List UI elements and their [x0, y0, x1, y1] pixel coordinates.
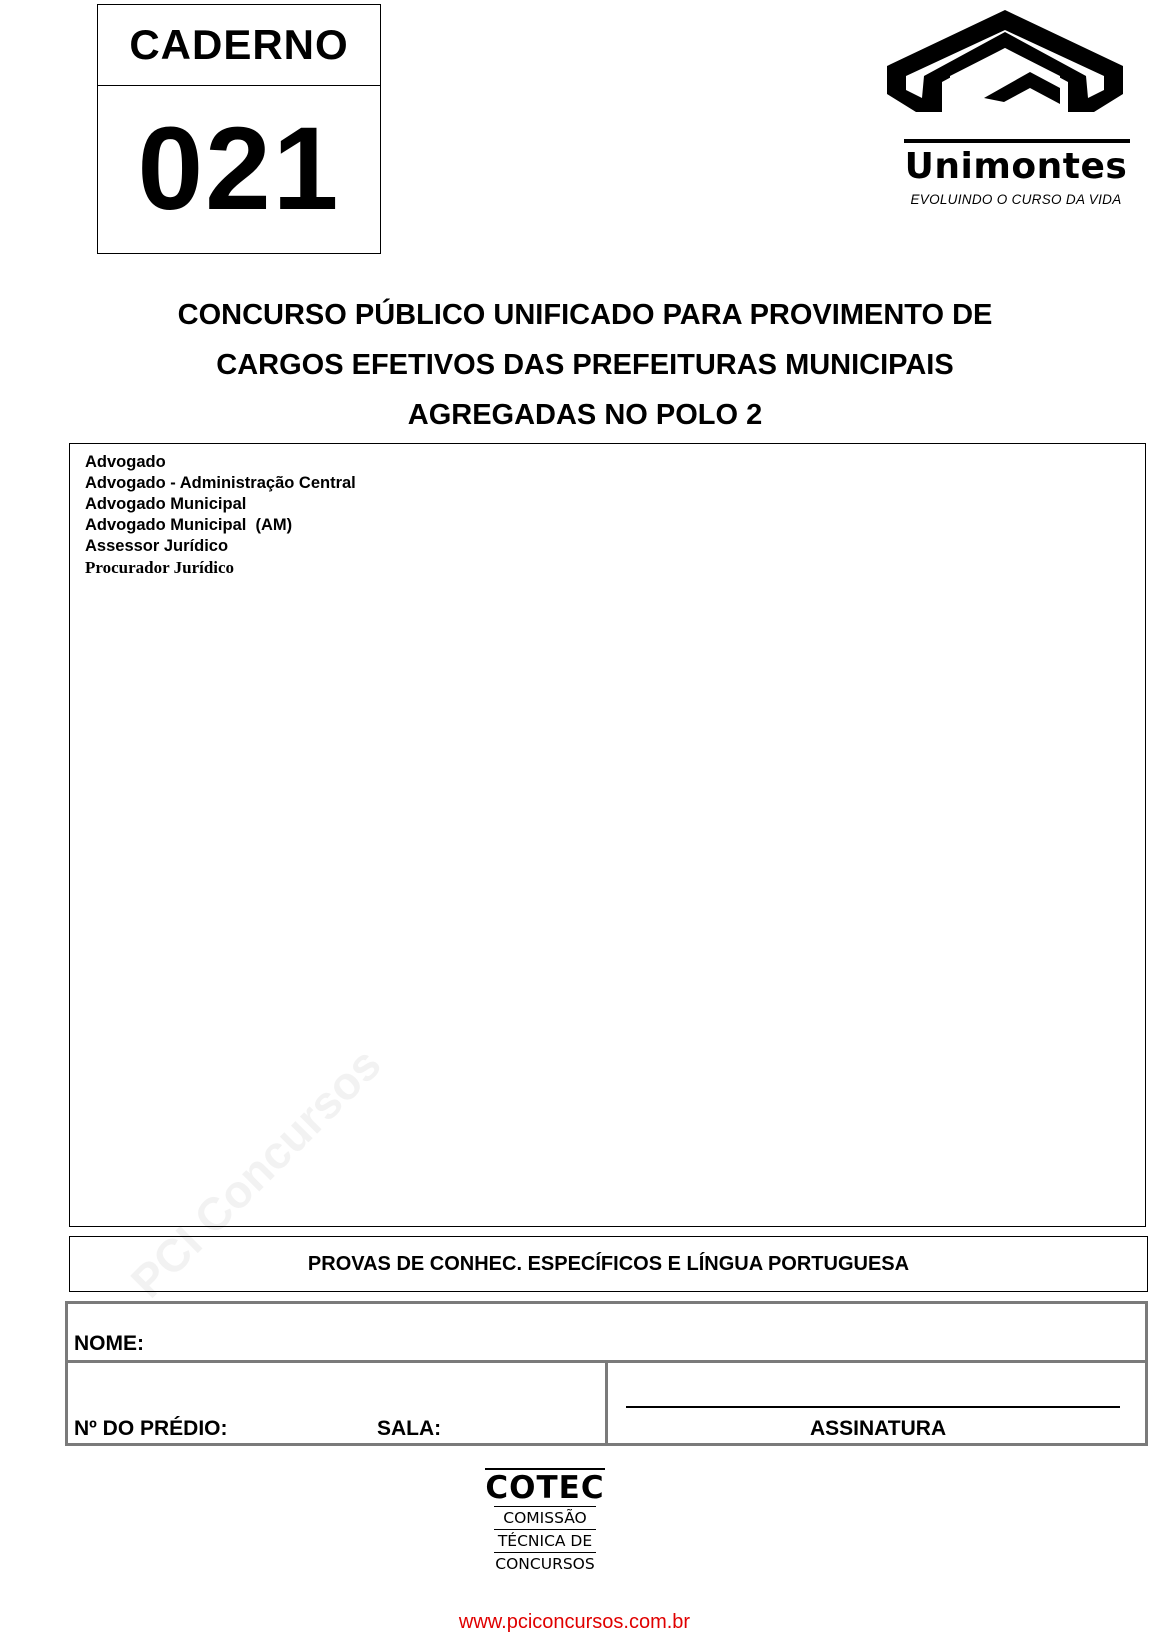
nome-row — [68, 1304, 1145, 1363]
cargo-item: Procurador Jurídico — [85, 558, 235, 577]
caderno-label: CADERNO — [98, 5, 380, 86]
unimontes-logo-icon — [880, 6, 1130, 136]
logo-tagline: EVOLUINDO O CURSO DA VIDA — [910, 192, 1122, 207]
website-link[interactable]: www.pciconcursos.com.br — [458, 1611, 691, 1633]
cargo-item: Assessor Jurídico — [85, 537, 229, 555]
unimontes-logo — [880, 6, 1130, 216]
logo-name: Unimontes — [904, 146, 1128, 187]
assinatura-label: ASSINATURA — [810, 1417, 947, 1440]
title-line-1: CONCURSO PÚBLICO UNIFICADO PARA PROVIMENTO DE — [177, 299, 993, 331]
cargo-item: Advogado Municipal (AM) — [85, 516, 293, 534]
form-divider — [605, 1360, 608, 1443]
sala-label: SALA: — [377, 1417, 442, 1440]
signature-line[interactable] — [626, 1406, 1120, 1408]
watermark: PCI Concursos — [120, 1037, 391, 1308]
cargo-item: Advogado Municipal — [85, 495, 247, 513]
cotec-line-3: CONCURSOS — [494, 1552, 596, 1575]
title-line-2: CARGOS EFETIVOS DAS PREFEITURAS MUNICIPAIS — [216, 349, 954, 381]
cargos-box — [69, 443, 1146, 1227]
cotec-name: COTEC — [485, 1470, 605, 1506]
caderno-number: 021 — [137, 103, 341, 235]
cotec-logo — [484, 1468, 606, 1575]
title-line-3: AGREGADAS NO POLO 2 — [407, 399, 763, 431]
predio-label: Nº DO PRÉDIO: — [74, 1417, 228, 1440]
cotec-line-2: TÉCNICA DE — [494, 1529, 596, 1552]
caderno-box — [97, 4, 381, 254]
cotec-line-1: COMISSÃO — [494, 1506, 596, 1529]
cargo-item: Advogado — [85, 453, 166, 471]
logo-rule — [904, 139, 1130, 143]
provas-box — [69, 1236, 1148, 1292]
cargo-item: Advogado - Administração Central — [85, 474, 356, 492]
page-title — [60, 290, 1110, 440]
candidate-form — [65, 1301, 1148, 1446]
nome-label: NOME: — [74, 1332, 144, 1355]
provas-label: PROVAS DE CONHEC. ESPECÍFICOS E LÍNGUA PORTUGUESA — [307, 1252, 910, 1275]
